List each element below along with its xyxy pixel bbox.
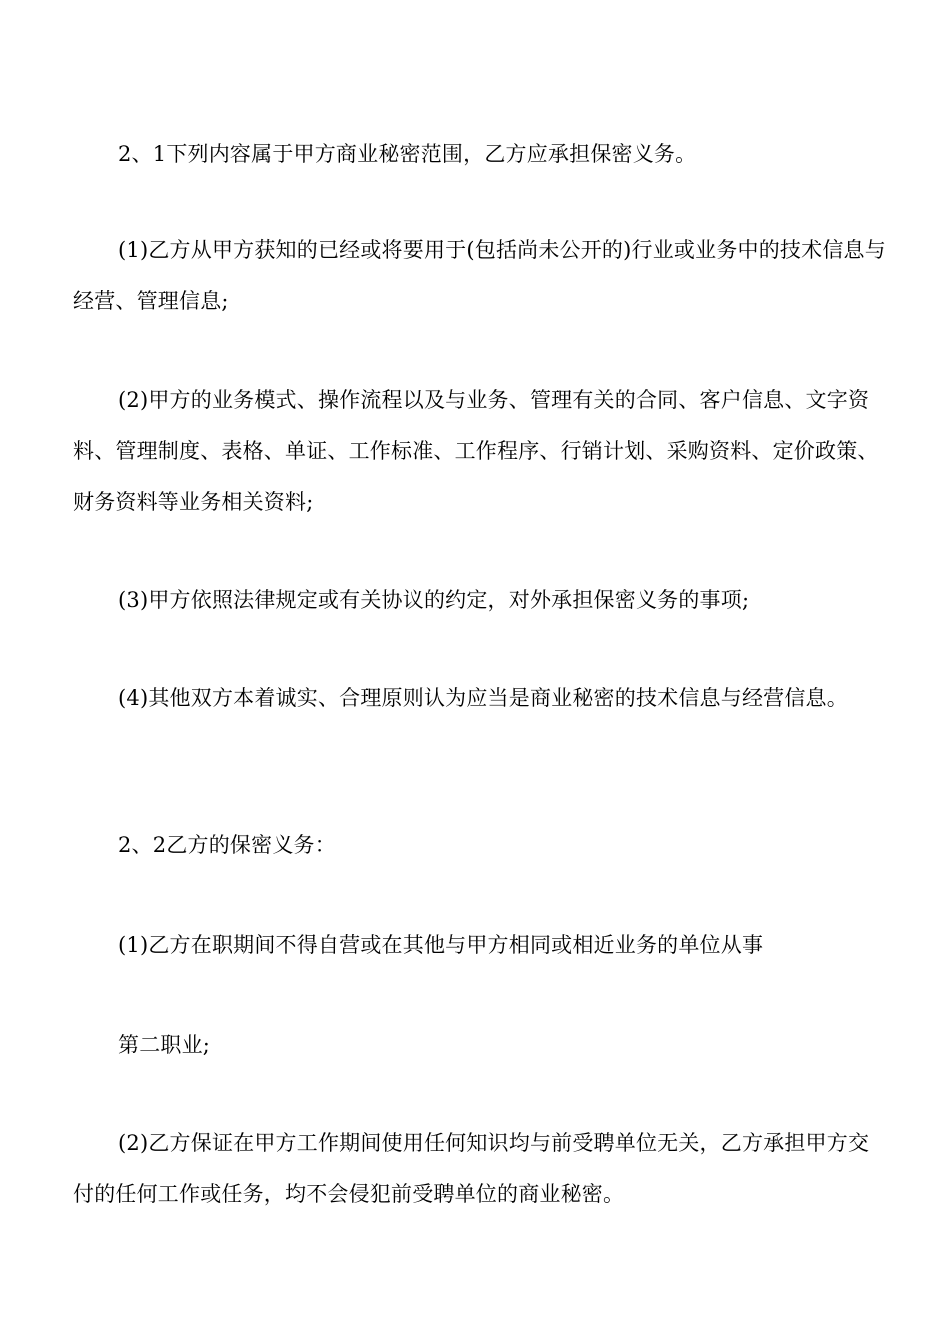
section-2-1-heading: 2、1下列内容属于甲方商业秘密范围，乙方应承担保密义务。 (118, 142, 697, 166)
clause-2-1-item-2: (2)甲方的业务模式、操作流程以及与业务、管理有关的合同、客户信息、文字资料、管理制度、表格、单证、工作标准、工作程序、行销计划、采购资料、定价政策、财务资料等业务相关资料; (73, 388, 879, 514)
section-2-2-heading: 2、2乙方的保密义务： (118, 833, 336, 857)
clause-2-2-item-2: (2)乙方保证在甲方工作期间使用任何知识均与前受聘单位无关，乙方承担甲方交付的任何工作或任务，均不会侵犯前受聘单位的商业秘密。 (73, 1131, 870, 1206)
clause-2-2-item-1: (1)乙方在职期间不得自营或在其他与甲方相同或相近业务的单位从事 (118, 933, 764, 957)
clause-2-1-item-3: (3)甲方依照法律规定或有关协议的约定，对外承担保密义务的事项; (118, 588, 750, 612)
clause-2-1-item-1: (1)乙方从甲方获知的已经或将要用于(包括尚未公开的)行业或业务中的技术信息与经营、管理信息; (73, 238, 886, 313)
clause-2-2-item-1-continued: 第二职业; (118, 1033, 211, 1057)
clause-2-1-item-4: (4)其他双方本着诚实、合理原则认为应当是商业秘密的技术信息与经营信息。 (118, 686, 848, 710)
